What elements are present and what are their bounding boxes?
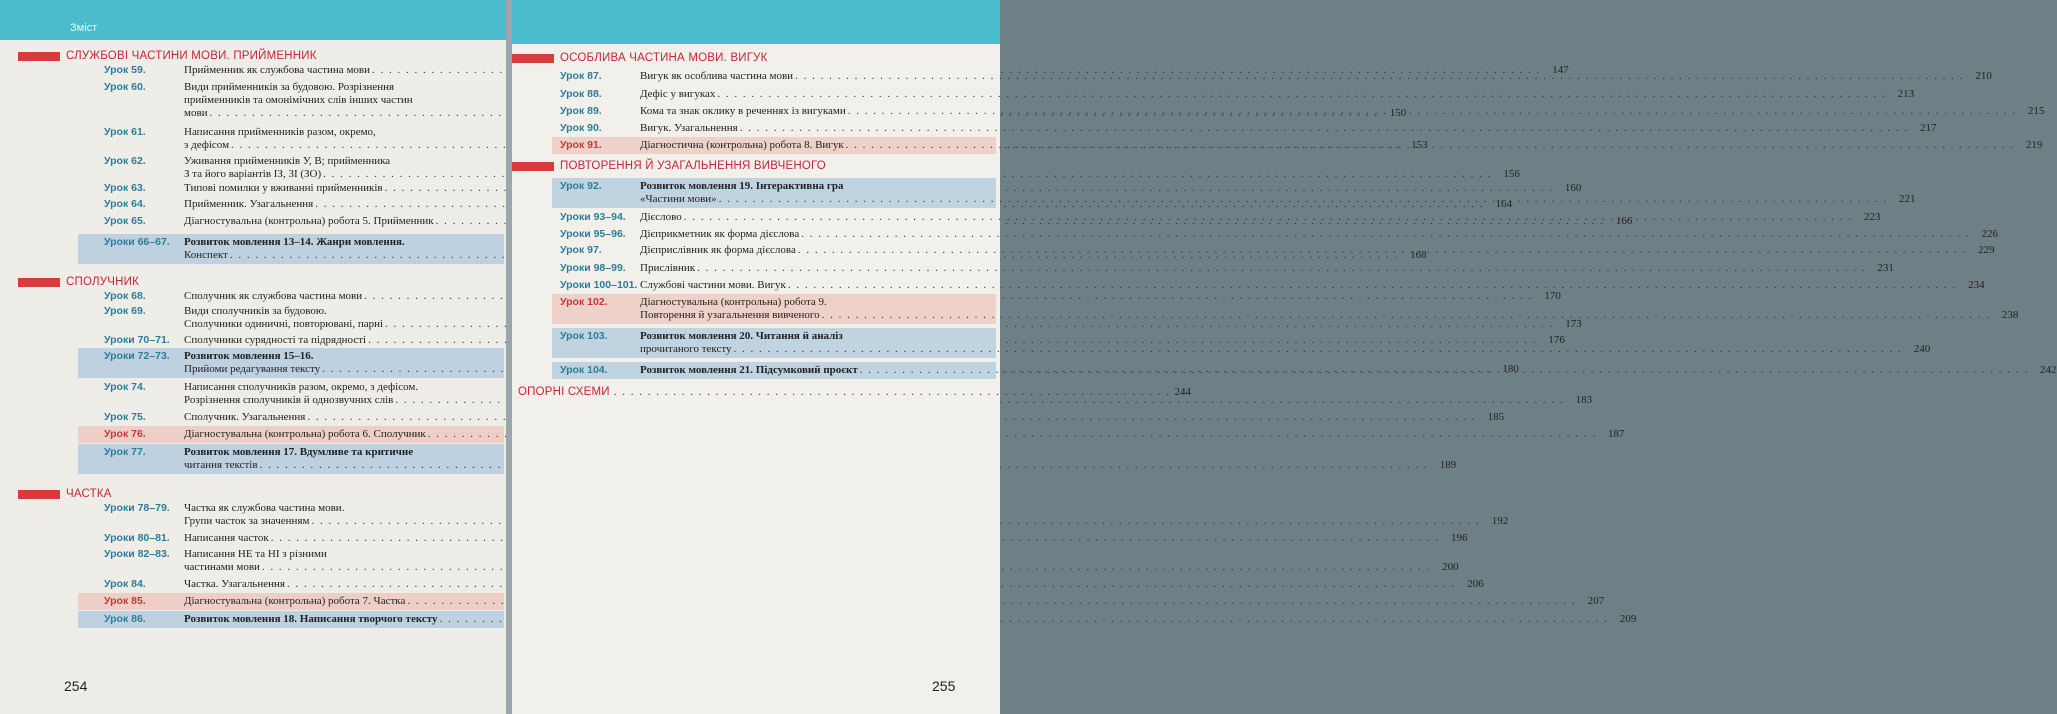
lesson-label: Урок 89. [560, 105, 602, 117]
page-number-right: 255 [932, 678, 956, 694]
lesson-title-line: Написання прийменників разом, окремо, [184, 126, 376, 138]
toc-entry[interactable] [104, 548, 1459, 574]
lesson-title-line: Розвиток мовлення 18. Написання творчого тексту [184, 613, 438, 625]
lesson-label: Урок 76. [104, 428, 146, 440]
lesson-title-line: Дієприкметник як форма дієслова [640, 228, 800, 240]
lesson-label: Урок 86. [104, 613, 146, 625]
dot-leader [860, 364, 2029, 377]
page-ref: 229 [1978, 244, 1995, 256]
header-title: Зміст [70, 22, 98, 34]
page-ref: 166 [1615, 215, 1633, 227]
lesson-title-line: мови [184, 107, 208, 119]
page-ref: 207 [1587, 595, 1605, 607]
toc-entry[interactable] [104, 428, 1625, 441]
lesson-title-line: Дієслово [640, 211, 682, 223]
toc-entry[interactable] [104, 411, 1505, 424]
left-section-2 [18, 486, 484, 502]
lesson-label: Урок 77. [104, 446, 146, 458]
lesson-label: Уроки 78–79. [104, 502, 170, 514]
page-ref: 170 [1544, 290, 1561, 302]
page-ref: 234 [1968, 279, 1985, 291]
page-ref: 168 [1410, 249, 1427, 261]
top-band-right [512, 0, 1000, 44]
lesson-title-line: Дієприслівник як форма дієслова [640, 244, 796, 256]
page-ref: 240 [1913, 343, 1931, 355]
section-marker [18, 278, 60, 287]
lesson-label: Уроки 66–67. [104, 236, 170, 248]
lesson-title-line: Прийменник. Узагальнення [184, 198, 314, 210]
lesson-title-line: Частка як службова частина мови. [184, 502, 345, 514]
section-title: ОПОРНІ СХЕМИ [518, 386, 610, 398]
lesson-title-line: З та його варіантів ІЗ, ЗІ (ЗО) [184, 168, 322, 180]
page-ref: 164 [1495, 198, 1512, 210]
lesson-label: Урок 104. [560, 364, 608, 376]
page-ref: 231 [1877, 262, 1894, 274]
lesson-title-line: Розвиток мовлення 20. Читання й аналіз [640, 330, 843, 342]
lesson-title-line: Прийоми редагування тексту [184, 363, 321, 375]
lesson-title-line: Діагностична (контрольна) робота 8. Вигук [640, 139, 844, 151]
page-ref: 226 [1981, 228, 1998, 240]
lesson-label: Урок 60. [104, 81, 146, 93]
right-section-2 [512, 384, 1192, 400]
lesson-title-line: Діагностувальна (контрольна) робота 7. Частка [184, 595, 406, 607]
left-section-0 [18, 48, 484, 64]
lesson-title-line: з дефісом [184, 139, 230, 151]
page-ref: 217 [1919, 122, 1937, 134]
page-ref: 183 [1575, 394, 1593, 406]
page-ref: 200 [1442, 561, 1459, 573]
section-marker [512, 54, 554, 63]
lesson-title-line: прийменників та омонімічних слів інших частин [184, 94, 413, 106]
page-ref: 238 [2001, 309, 2019, 321]
toc-entry[interactable] [104, 613, 1637, 626]
section-page: 244 [1174, 386, 1192, 398]
dot-leader [798, 244, 1967, 257]
page-ref: 147 [1552, 64, 1569, 76]
lesson-label: Урок 65. [104, 215, 146, 227]
lesson-title-line: Розрізнення сполучників й однозвучних слів [184, 394, 394, 406]
toc-entry[interactable] [560, 88, 1915, 101]
lesson-label: Урок 85. [104, 595, 146, 607]
lesson-label: Уроки 100–101. [560, 279, 638, 291]
toc-entry[interactable] [560, 122, 1937, 135]
lesson-label: Уроки 80–81. [104, 532, 170, 544]
page-ref: 189 [1439, 459, 1457, 471]
lesson-label: Уроки 70–71. [104, 334, 170, 346]
lesson-label: Уроки 72–73. [104, 350, 170, 362]
lesson-title-line: Види прийменників за будовою. Розрізнення [184, 81, 395, 93]
lesson-label: Урок 92. [560, 180, 602, 192]
lesson-title-line: Діагностувальна (контрольна) робота 9. [640, 296, 827, 308]
dot-leader [740, 122, 1909, 135]
page-ref: 221 [1898, 193, 1916, 205]
toc-entry[interactable] [104, 532, 1468, 545]
section-title: СЛУЖБОВІ ЧАСТИНИ МОВИ. ПРИЙМЕННИК [66, 50, 317, 62]
page-ref: 206 [1467, 578, 1484, 590]
page-ref: 153 [1411, 139, 1428, 151]
lesson-title-line: Повторення й узагальнення вивченого [640, 309, 820, 321]
right-section-1 [512, 158, 976, 174]
lesson-title-line: Сполучник. Узагальнення [184, 411, 306, 423]
lesson-title-line: Види сполучників за будовою. [184, 305, 327, 317]
page-ref: 185 [1487, 411, 1505, 423]
toc-entry[interactable] [560, 279, 1985, 292]
section-marker [18, 490, 60, 499]
lesson-title-line: Сполучник як службова частина мови [184, 290, 363, 302]
page-ref: 187 [1608, 428, 1625, 440]
lesson-label: Урок 103. [560, 330, 608, 342]
page-ref: 192 [1491, 515, 1509, 527]
lesson-label: Урок 97. [560, 244, 602, 256]
lesson-title-line: «Частини мови» [640, 193, 717, 205]
page-ref: 156 [1503, 168, 1520, 180]
lesson-label: Урок 59. [104, 64, 146, 76]
dot-leader: . . . . . . . . . . . . . . . . . . . . . . . . . . . . . . . . . . . . . . . . . . . . . . . . . . . . . . . . . . . . . . . . . . [613, 386, 1171, 398]
dot-leader [795, 70, 1964, 83]
lesson-label: Уроки 98–99. [560, 262, 626, 274]
section-title: ОСОБЛИВА ЧАСТИНА МОВИ. ВИГУК [560, 52, 768, 64]
toc-entry[interactable] [104, 502, 1509, 528]
lesson-title-line: Написання сполучників разом, окремо, з дефісом. [184, 381, 419, 393]
page-ref: 150 [1389, 107, 1407, 119]
lesson-label: Урок 63. [104, 182, 146, 194]
dot-leader [717, 88, 1886, 101]
lesson-title-line: Дефіс у вигуках [640, 88, 716, 100]
dot-leader [697, 262, 1866, 275]
lesson-title-line: Прийменник як службова частина мови [184, 64, 370, 76]
lesson-title-line: Діагностувальна (контрольна) робота 6. Сполучник [184, 428, 426, 440]
toc-entry[interactable] [104, 578, 1484, 591]
dot-leader [684, 211, 1853, 224]
lesson-label: Урок 84. [104, 578, 146, 590]
page-ref: 215 [2028, 105, 2045, 117]
section-marker [18, 52, 60, 61]
lesson-title-line: Типові помилки у вживанні прийменників [184, 182, 383, 194]
page-ref: 176 [1548, 334, 1565, 346]
toc-entry[interactable] [560, 262, 1894, 275]
page-ref: 180 [1502, 363, 1519, 375]
page-ref: 209 [1619, 613, 1637, 625]
page-ref: 213 [1897, 88, 1915, 100]
lesson-title-line: читання текстів [184, 459, 258, 471]
lesson-label: Урок 91. [560, 139, 602, 151]
lesson-label: Урок 68. [104, 290, 146, 302]
lesson-title-line: Написання часток [184, 532, 269, 544]
lesson-title-line: Розвиток мовлення 19. Інтерактивна гра [640, 180, 844, 192]
section-title: СПОЛУЧНИК [66, 276, 139, 288]
dot-leader [788, 279, 1957, 292]
lesson-title-line: Вигук як особлива частина мови [640, 70, 794, 82]
page-ref: 242 [2040, 364, 2057, 376]
lesson-label: Урок 88. [560, 88, 602, 100]
dot-leader [822, 309, 1991, 322]
lesson-title-line: Службові частини мови. Вигук [640, 279, 786, 291]
lesson-label: Урок 74. [104, 381, 146, 393]
lesson-title-line: Сполучники одиничні, повторювані, парні [184, 318, 384, 330]
lesson-title-line: частинами мови [184, 561, 260, 573]
lesson-title-line: Групи часток за значенням [184, 515, 310, 527]
lesson-label: Урок 64. [104, 198, 146, 210]
lesson-label: Урок 61. [104, 126, 146, 138]
lesson-label: Урок 75. [104, 411, 146, 423]
lesson-title-line: Сполучники сурядності та підрядності [184, 334, 367, 346]
page-number-left: 254 [64, 678, 88, 694]
lesson-title-line: Розвиток мовлення 13–14. Жанри мовлення. [184, 236, 405, 248]
lesson-title-line: Кома та знак оклику в реченнях із вигуками [640, 105, 846, 117]
page-ref: 173 [1565, 318, 1582, 330]
lesson-label: Урок 87. [560, 70, 602, 82]
dot-leader [734, 343, 1903, 356]
lesson-title-line: Вигук. Узагальнення [640, 122, 738, 134]
page-ref: 160 [1564, 182, 1582, 194]
lesson-label: Урок 69. [104, 305, 146, 317]
lesson-title-line: Прислівник [640, 262, 696, 274]
lesson-title-line: Написання НЕ та НІ з різними [184, 548, 327, 560]
lesson-label: Урок 102. [560, 296, 608, 308]
lesson-title-line: Розвиток мовлення 17. Вдумливе та критичне [184, 446, 414, 458]
lesson-title-line: Розвиток мовлення 15–16. [184, 350, 314, 362]
dot-leader [848, 105, 2017, 118]
section-title: ПОВТОРЕННЯ Й УЗАГАЛЬНЕННЯ ВИВЧЕНОГО [560, 160, 826, 172]
lesson-label: Уроки 95–96. [560, 228, 626, 240]
lesson-label: Урок 62. [104, 155, 146, 167]
page-ref: 223 [1864, 211, 1881, 223]
lesson-label: Уроки 82–83. [104, 548, 170, 560]
lesson-label: Урок 90. [560, 122, 602, 134]
toc-entry[interactable] [104, 446, 1457, 472]
right-section-0 [512, 50, 976, 66]
lesson-title-line: Уживання прийменників У, В; прийменника [184, 155, 391, 167]
lesson-title-line: Розвиток мовлення 21. Підсумковий проєкт [640, 364, 858, 376]
section-marker [512, 162, 554, 171]
lesson-title-line: Частка. Узагальнення [184, 578, 285, 590]
top-band [0, 0, 506, 40]
lesson-title-line: Діагностувальна (контрольна) робота 5. Прийменник [184, 215, 434, 227]
page-ref: 196 [1451, 532, 1468, 544]
left-section-1 [18, 274, 484, 290]
dot-leader [719, 193, 1888, 206]
page-ref: 219 [2025, 139, 2043, 151]
lesson-title-line: прочитаного тексту [640, 343, 732, 355]
section-title: ЧАСТКА [66, 488, 112, 500]
toc-entry[interactable] [104, 595, 1605, 608]
lesson-title-line: Конспект [184, 249, 228, 261]
dot-leader [846, 139, 2015, 152]
dot-leader [801, 228, 1970, 241]
page-ref: 210 [1975, 70, 1992, 82]
lesson-label: Уроки 93–94. [560, 211, 626, 223]
toc-entry[interactable] [560, 228, 1998, 241]
